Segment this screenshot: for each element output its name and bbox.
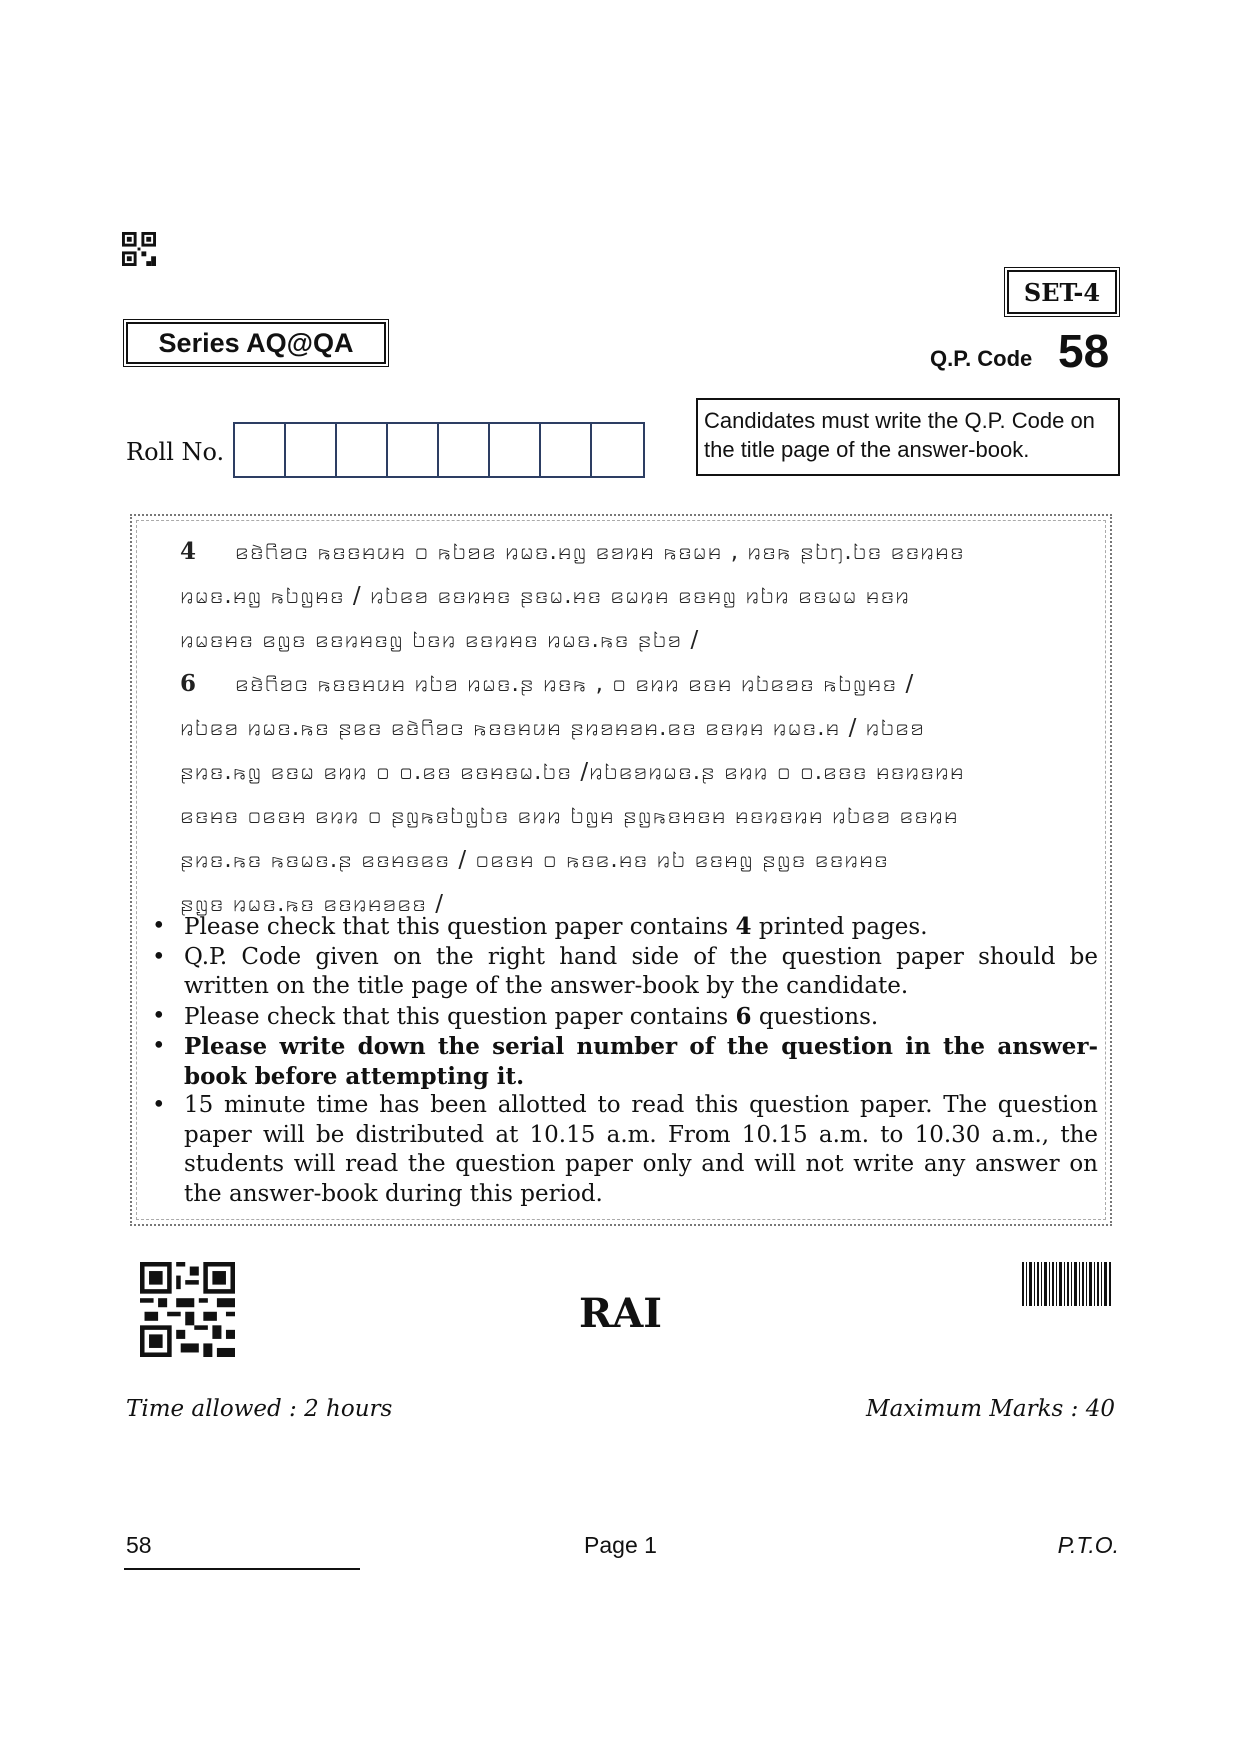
time-allowed: Time allowed : 2 hours [126, 1396, 393, 1422]
roll-digit-box[interactable] [337, 424, 388, 476]
maximum-marks: Maximum Marks : 40 [866, 1396, 1115, 1422]
roll-digit-box[interactable] [235, 424, 286, 476]
bullet-icon: • [152, 1092, 166, 1118]
instruction-item: • Q.P. Code given on the right hand side of the question paper should be written on the title page of the answer-book by the candidate. [150, 943, 1098, 1002]
rai-number: 4 [180, 538, 198, 565]
subject-title: RAI [579, 1290, 662, 1337]
footer-divider [124, 1568, 360, 1570]
rai-number: 6 [180, 670, 198, 697]
qp-code-label: Q.P. Code [930, 346, 1033, 371]
roll-digit-box[interactable] [388, 424, 439, 476]
rai-instructions-block [180, 530, 1080, 926]
page-number: Page 1 [584, 1532, 657, 1558]
bullet-icon: • [152, 1002, 166, 1029]
bullet-icon: • [152, 1033, 166, 1059]
rai-line: 6 ꤕꤢꤧꤖꤤꤍ ꤒꤢꤢꤌꤣꤌ ꤙꤝꤤ ꤙꤗꤢ.ꤔ ꤙꤢꤒ , ꤀ ꤕꤙꤙ ꤕꤢꤌ ꤙꤝꤕꤤꤢ ꤒꤝꤜꤌꤢ / [180, 670, 915, 697]
please-turn-over: P.T.O. [1057, 1532, 1119, 1558]
qp-code-value: 58 [1058, 325, 1110, 377]
candidate-note-box: Candidates must write the Q.P. Code on the title page of the answer-book. [696, 398, 1120, 476]
rai-line: ꤔꤙꤢ.ꤒꤢ ꤒꤢꤗꤢ.ꤔ ꤕꤢꤌꤢꤕꤢ / ꤀ꤕꤢꤌ ꤀ ꤒꤢꤕ.ꤌꤢ ꤙꤝ ꤕꤢꤌꤜ ꤔꤜꤢ ꤕꤢꤙꤌꤢ [180, 847, 889, 873]
roll-number-boxes[interactable] [233, 422, 645, 478]
barcode-icon [1022, 1262, 1112, 1306]
rai-line: ꤙꤗꤢ.ꤌꤜ ꤒꤝꤜꤌꤢ / ꤙꤝꤕꤤ ꤕꤢꤙꤌꤢ ꤔꤢꤗ.ꤌꤢ ꤕꤗꤙꤌ ꤕꤢꤌꤜ ꤙꤝꤙ ꤕꤢꤗꤗ ꤌꤢꤙ [180, 583, 911, 609]
roll-number-label: Roll No. [126, 438, 225, 466]
instruction-item: • Please check that this question paper contains 6 questions. [150, 1002, 1098, 1033]
instruction-item: • 15 minute time has been allotted to read this question paper. The question paper will be distributed at 10.15 a.m. From 10.15 a.m. to 10.30 a.m., the students will read the question paper only and will not write any answer on the answer-book during this period. [150, 1091, 1098, 1209]
english-instructions [150, 912, 1098, 1209]
roll-digit-box[interactable] [490, 424, 541, 476]
rai-line: ꤙꤗꤢꤌꤢ ꤕꤜꤢ ꤕꤢꤙꤌꤢꤜ ꤝꤢꤙ ꤕꤢꤙꤌꤢ ꤙꤗꤢ.ꤒꤢ ꤔꤝꤤ / [180, 627, 700, 653]
bullet-icon: • [152, 913, 166, 939]
roll-digit-box[interactable] [541, 424, 592, 476]
roll-digit-box[interactable] [592, 424, 643, 476]
instruction-item: • Please write down the serial number of the question in the answer-book before attempting it. [152, 1033, 1098, 1090]
roll-digit-box[interactable] [286, 424, 337, 476]
rai-line: ꤔꤜꤢ ꤙꤗꤢ.ꤒꤢ ꤕꤢꤙꤌꤤꤕꤢ / [180, 891, 444, 917]
instruction-item: • Please check that this question paper contains 4 printed pages. [150, 912, 1098, 943]
roll-digit-box[interactable] [439, 424, 490, 476]
rai-line: 4 ꤕꤢꤧꤖꤤꤍ ꤒꤢꤢꤌꤣꤌ ꤀ ꤒꤝꤤꤕ ꤙꤗꤢ.ꤌꤜ ꤕꤤꤙꤌ ꤒꤢꤗꤌ , ꤙꤢꤒ ꤔꤝꤚ.ꤝꤢ ꤕꤢꤙꤌꤢ [180, 538, 965, 565]
rai-line: ꤙꤝꤕꤤ ꤙꤗꤢ.ꤒꤢ ꤔꤕꤢ ꤕꤢꤧꤖꤤꤍ ꤒꤢꤢꤌꤣꤌ ꤔꤙꤤꤌꤤꤌ.ꤕꤢ ꤕꤢꤙꤌ ꤙꤗꤢ.ꤌ / ꤙꤝꤕꤤ [180, 715, 925, 741]
small-qr-code-icon [122, 232, 156, 266]
rai-line: ꤔꤙꤢ.ꤒꤜ ꤕꤢꤗ ꤕꤙꤙ ꤀ ꤀.ꤕꤢ ꤕꤢꤌꤢꤗ.ꤝꤢ /ꤙꤝꤕꤤꤙꤗꤢ.ꤔ ꤕꤙꤙ ꤀ ꤀.ꤕꤢꤢ ꤌꤢꤙꤢꤙꤌ [180, 759, 965, 785]
rai-line: ꤕꤢꤌꤢ ꤀ꤕꤢꤌ ꤕꤙꤙ ꤀ ꤔꤜꤒꤢꤝꤜꤝꤢ ꤕꤙꤙ ꤝꤜꤌ ꤔꤜꤒꤢꤌꤢꤌ ꤌꤢꤙꤢꤙꤌ ꤙꤝꤕꤤ ꤕꤢꤙꤌ [180, 803, 959, 829]
set-label-box: SET-4 [1007, 270, 1117, 314]
series-label-box: Series AQ@QA [126, 322, 386, 364]
bullet-icon: • [152, 943, 166, 970]
footer-qp-code: 58 [126, 1532, 152, 1558]
